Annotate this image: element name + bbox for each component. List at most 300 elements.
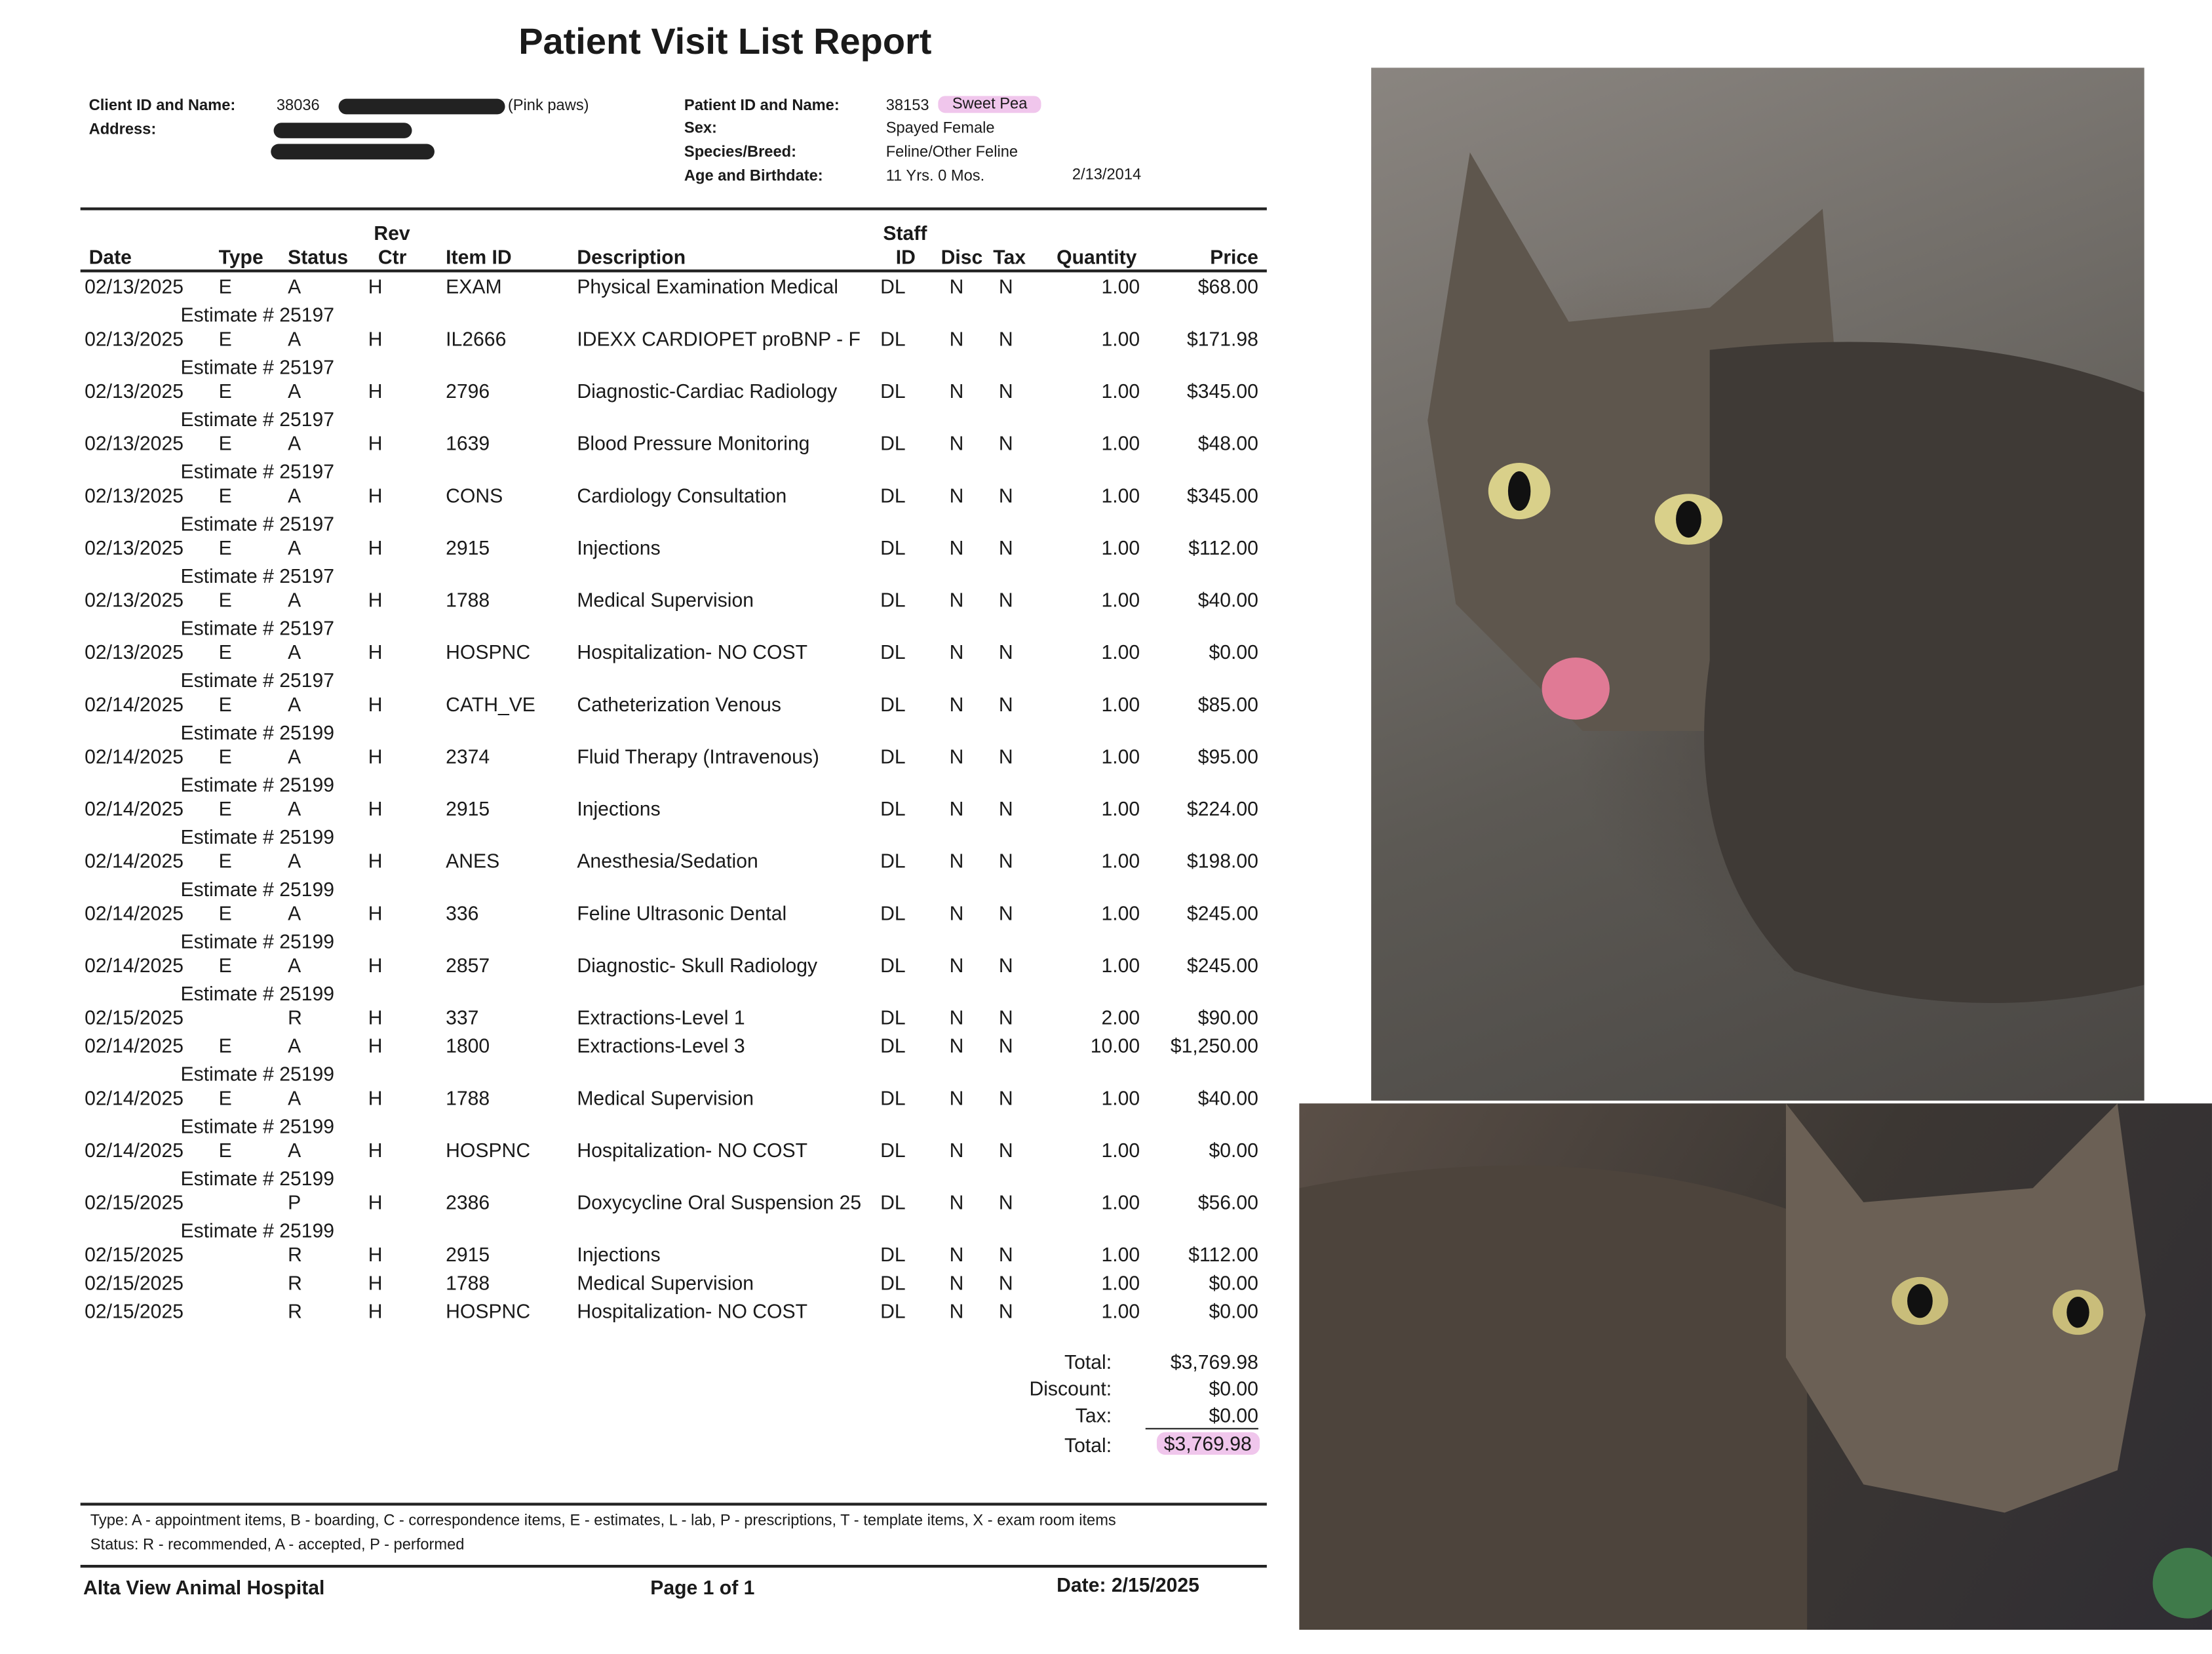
row-quantity: 2.00	[1101, 1006, 1140, 1029]
row-tax: N	[998, 745, 1013, 768]
row-date: 02/13/2025	[85, 275, 184, 298]
row-quantity: 1.00	[1101, 1086, 1140, 1109]
row-rev-ctr: H	[368, 536, 383, 559]
row-staff-id: DL	[880, 327, 906, 350]
row-item-id: HOSPNC	[446, 640, 531, 663]
row-disc: N	[949, 797, 964, 820]
col-date: Date	[88, 245, 132, 268]
row-status: R	[288, 1271, 302, 1294]
row-estimate-number: Estimate # 25199	[180, 773, 335, 796]
row-tax: N	[998, 379, 1013, 403]
row-rev-ctr: H	[368, 1006, 383, 1029]
row-status: A	[288, 275, 301, 298]
row-staff-id: DL	[880, 431, 906, 455]
row-tax: N	[998, 327, 1013, 350]
row-quantity: 1.00	[1101, 954, 1140, 977]
row-date: 02/13/2025	[85, 484, 184, 507]
row-staff-id: DL	[880, 954, 906, 977]
birthdate-value: 2/13/2014	[1072, 166, 1142, 184]
row-quantity: 10.00	[1090, 1034, 1140, 1057]
row-tax: N	[998, 484, 1013, 507]
row-date: 02/13/2025	[85, 640, 184, 663]
row-description: Anesthesia/Sedation	[577, 849, 758, 873]
row-estimate-number: Estimate # 25199	[180, 1062, 335, 1086]
row-staff-id: DL	[880, 1034, 906, 1057]
row-date: 02/15/2025	[85, 1299, 184, 1322]
row-estimate-number: Estimate # 25199	[180, 930, 335, 953]
row-date: 02/14/2025	[85, 1138, 184, 1162]
row-quantity: 1.00	[1101, 484, 1140, 507]
row-price: $68.00	[1197, 275, 1258, 298]
row-disc: N	[949, 745, 964, 768]
row-date: 02/14/2025	[85, 901, 184, 924]
row-price: $171.98	[1187, 327, 1258, 350]
row-staff-id: DL	[880, 1006, 906, 1029]
row-estimate-number: Estimate # 25197	[180, 408, 335, 431]
patient-name: Sweet Pea	[938, 96, 1041, 113]
row-disc: N	[949, 588, 964, 611]
discount-value: $0.00	[1209, 1377, 1258, 1400]
row-date: 02/15/2025	[85, 1243, 184, 1266]
row-staff-id: DL	[880, 692, 906, 716]
row-type: E	[218, 692, 232, 716]
row-description: Hospitalization- NO COST	[577, 1138, 808, 1162]
col-description: Description	[577, 245, 686, 268]
col-price: Price	[1210, 245, 1258, 268]
row-staff-id: DL	[880, 1191, 906, 1214]
row-description: Hospitalization- NO COST	[577, 640, 808, 663]
patient-id-label: Patient ID and Name:	[684, 97, 840, 115]
total-underline	[1146, 1428, 1258, 1429]
patient-id: 38153	[885, 97, 929, 115]
row-type: E	[218, 275, 232, 298]
row-disc: N	[949, 640, 964, 663]
row-estimate-number: Estimate # 25199	[180, 1219, 335, 1242]
row-disc: N	[949, 954, 964, 977]
client-nickname: (Pink paws)	[507, 97, 589, 115]
row-status: A	[288, 431, 301, 455]
row-type: E	[218, 431, 232, 455]
row-description: Diagnostic- Skull Radiology	[577, 954, 818, 977]
row-status: A	[288, 536, 301, 559]
row-status: A	[288, 1138, 301, 1162]
row-tax: N	[998, 1086, 1013, 1109]
row-date: 02/15/2025	[85, 1006, 184, 1029]
row-status: A	[288, 745, 301, 768]
row-disc: N	[949, 327, 964, 350]
row-rev-ctr: H	[368, 640, 383, 663]
row-disc: N	[949, 1086, 964, 1109]
row-status: A	[288, 954, 301, 977]
row-tax: N	[998, 954, 1013, 977]
row-tax: N	[998, 431, 1013, 455]
row-staff-id: DL	[880, 1299, 906, 1322]
row-rev-ctr: H	[368, 275, 383, 298]
row-tax: N	[998, 849, 1013, 873]
row-price: $112.00	[1188, 1243, 1258, 1266]
row-rev-ctr: H	[368, 1034, 383, 1057]
row-tax: N	[998, 275, 1013, 298]
divider	[81, 207, 1267, 210]
row-price: $48.00	[1197, 431, 1258, 455]
client-id-label: Client ID and Name:	[88, 97, 236, 115]
row-price: $245.00	[1187, 954, 1258, 977]
row-item-id: ANES	[446, 849, 500, 873]
row-date: 02/13/2025	[85, 536, 184, 559]
row-item-id: CONS	[446, 484, 503, 507]
row-type: E	[218, 588, 232, 611]
row-staff-id: DL	[880, 849, 906, 873]
row-description: Blood Pressure Monitoring	[577, 431, 810, 455]
row-status: A	[288, 588, 301, 611]
row-item-id: 2796	[446, 379, 490, 403]
row-type: E	[218, 1034, 232, 1057]
row-date: 02/14/2025	[85, 1086, 184, 1109]
row-item-id: 2915	[446, 536, 490, 559]
row-disc: N	[949, 379, 964, 403]
row-description: Medical Supervision	[577, 1086, 754, 1109]
row-status: A	[288, 797, 301, 820]
row-type: E	[218, 536, 232, 559]
row-price: $90.00	[1197, 1006, 1258, 1029]
row-rev-ctr: H	[368, 1191, 383, 1214]
row-quantity: 1.00	[1101, 431, 1140, 455]
row-status: A	[288, 901, 301, 924]
row-staff-id: DL	[880, 1271, 906, 1294]
row-item-id: 2915	[446, 797, 490, 820]
sex-label: Sex:	[684, 119, 717, 137]
row-item-id: IL2666	[446, 327, 507, 350]
row-estimate-number: Estimate # 25199	[180, 982, 335, 1005]
row-status: A	[288, 379, 301, 403]
row-disc: N	[949, 1299, 964, 1322]
row-price: $345.00	[1187, 484, 1258, 507]
row-rev-ctr: H	[368, 327, 383, 350]
row-rev-ctr: H	[368, 1086, 383, 1109]
row-price: $0.00	[1209, 1138, 1258, 1162]
row-date: 02/15/2025	[85, 1191, 184, 1214]
row-estimate-number: Estimate # 25199	[180, 720, 335, 744]
row-type: E	[218, 1138, 232, 1162]
row-disc: N	[949, 431, 964, 455]
row-rev-ctr: H	[368, 379, 383, 403]
row-quantity: 1.00	[1101, 1191, 1140, 1214]
row-price: $198.00	[1187, 849, 1258, 873]
row-item-id: 2374	[446, 745, 490, 768]
total-value: $3,769.98	[1170, 1350, 1258, 1373]
row-staff-id: DL	[880, 536, 906, 559]
row-date: 02/14/2025	[85, 745, 184, 768]
row-price: $245.00	[1187, 901, 1258, 924]
row-item-id: 1788	[446, 1271, 490, 1294]
row-type: E	[218, 901, 232, 924]
discount-label: Discount:	[1029, 1377, 1112, 1400]
age-label: Age and Birthdate:	[684, 168, 823, 185]
col-status: Status	[288, 245, 349, 268]
row-quantity: 1.00	[1101, 327, 1140, 350]
row-estimate-number: Estimate # 25199	[180, 825, 335, 848]
row-quantity: 1.00	[1101, 1243, 1140, 1266]
row-disc: N	[949, 275, 964, 298]
row-description: Hospitalization- NO COST	[577, 1299, 808, 1322]
row-staff-id: DL	[880, 484, 906, 507]
row-rev-ctr: H	[368, 797, 383, 820]
row-item-id: HOSPNC	[446, 1138, 531, 1162]
row-date: 02/13/2025	[85, 431, 184, 455]
row-quantity: 1.00	[1101, 588, 1140, 611]
row-disc: N	[949, 1006, 964, 1029]
row-quantity: 1.00	[1101, 692, 1140, 716]
row-rev-ctr: H	[368, 1271, 383, 1294]
hospital-name: Alta View Animal Hospital	[83, 1576, 325, 1599]
row-description: IDEXX CARDIOPET proBNP - F	[577, 327, 861, 350]
row-rev-ctr: H	[368, 745, 383, 768]
row-type: E	[218, 849, 232, 873]
row-date: 02/14/2025	[85, 692, 184, 716]
row-tax: N	[998, 1191, 1013, 1214]
row-item-id: CATH_VE	[446, 692, 535, 716]
col-quantity: Quantity	[1057, 245, 1137, 268]
row-tax: N	[998, 1138, 1013, 1162]
row-staff-id: DL	[880, 1086, 906, 1109]
client-id: 38036	[276, 97, 320, 115]
col-staff-bottom: ID	[895, 245, 916, 268]
row-status: A	[288, 1034, 301, 1057]
divider	[81, 1565, 1267, 1567]
row-tax: N	[998, 536, 1013, 559]
row-type: E	[218, 797, 232, 820]
row-disc: N	[949, 1034, 964, 1057]
row-description: Injections	[577, 536, 661, 559]
row-description: Physical Examination Medical	[577, 275, 838, 298]
row-item-id: 2915	[446, 1243, 490, 1266]
row-price: $0.00	[1209, 1271, 1258, 1294]
row-rev-ctr: H	[368, 692, 383, 716]
age-value: 11 Yrs. 0 Mos.	[885, 168, 985, 185]
tax-label: Tax:	[1075, 1404, 1112, 1427]
row-disc: N	[949, 536, 964, 559]
row-staff-id: DL	[880, 640, 906, 663]
row-staff-id: DL	[880, 797, 906, 820]
row-description: Extractions-Level 1	[577, 1006, 745, 1029]
row-quantity: 1.00	[1101, 849, 1140, 873]
report-date: Date: 2/15/2025	[1057, 1573, 1199, 1596]
tax-value: $0.00	[1209, 1404, 1258, 1427]
row-staff-id: DL	[880, 745, 906, 768]
row-estimate-number: Estimate # 25197	[180, 303, 335, 326]
row-estimate-number: Estimate # 25197	[180, 669, 335, 692]
row-status: P	[288, 1191, 301, 1214]
row-quantity: 1.00	[1101, 901, 1140, 924]
row-status: A	[288, 849, 301, 873]
row-estimate-number: Estimate # 25197	[180, 512, 335, 535]
page-number: Page 1 of 1	[650, 1576, 755, 1599]
row-quantity: 1.00	[1101, 379, 1140, 403]
row-status: A	[288, 327, 301, 350]
row-date: 02/13/2025	[85, 327, 184, 350]
row-status: R	[288, 1299, 302, 1322]
row-tax: N	[998, 692, 1013, 716]
row-tax: N	[998, 1243, 1013, 1266]
row-estimate-number: Estimate # 25197	[180, 616, 335, 640]
row-rev-ctr: H	[368, 1138, 383, 1162]
row-type: E	[218, 954, 232, 977]
row-staff-id: DL	[880, 588, 906, 611]
address-label: Address:	[88, 121, 157, 138]
row-type: E	[218, 1086, 232, 1109]
row-rev-ctr: H	[368, 1299, 383, 1322]
row-description: Catheterization Venous	[577, 692, 781, 716]
page-title: Patient Visit List Report	[518, 20, 932, 62]
row-estimate-number: Estimate # 25197	[180, 564, 335, 587]
row-quantity: 1.00	[1101, 1271, 1140, 1294]
row-price: $85.00	[1197, 692, 1258, 716]
divider	[81, 269, 1267, 272]
row-price: $95.00	[1197, 745, 1258, 768]
grand-total-value: $3,769.98	[1157, 1432, 1260, 1455]
row-staff-id: DL	[880, 1138, 906, 1162]
row-price: $0.00	[1209, 640, 1258, 663]
col-rev-bottom: Ctr	[378, 245, 407, 268]
row-quantity: 1.00	[1101, 275, 1140, 298]
row-estimate-number: Estimate # 25199	[180, 1114, 335, 1137]
col-staff-top: Staff	[883, 221, 927, 245]
row-type: E	[218, 484, 232, 507]
total-label: Total:	[1064, 1350, 1112, 1373]
row-description: Feline Ultrasonic Dental	[577, 901, 787, 924]
row-date: 02/14/2025	[85, 954, 184, 977]
row-tax: N	[998, 1299, 1013, 1322]
row-rev-ctr: H	[368, 1243, 383, 1266]
row-description: Diagnostic-Cardiac Radiology	[577, 379, 838, 403]
row-price: $224.00	[1187, 797, 1258, 820]
sex-value: Spayed Female	[885, 119, 995, 137]
row-quantity: 1.00	[1101, 797, 1140, 820]
row-staff-id: DL	[880, 379, 906, 403]
row-tax: N	[998, 1006, 1013, 1029]
row-price: $56.00	[1197, 1191, 1258, 1214]
col-rev-top: Rev	[374, 221, 410, 245]
cat-photo-lying	[1299, 1103, 2212, 1630]
row-status: A	[288, 640, 301, 663]
row-item-id: 2386	[446, 1191, 490, 1214]
row-disc: N	[949, 849, 964, 873]
redacted-address-line-1	[274, 123, 412, 138]
col-disc: Disc	[941, 245, 983, 268]
row-description: Cardiology Consultation	[577, 484, 787, 507]
row-rev-ctr: H	[368, 901, 383, 924]
row-description: Injections	[577, 797, 661, 820]
row-date: 02/14/2025	[85, 797, 184, 820]
row-type: E	[218, 327, 232, 350]
row-description: Doxycycline Oral Suspension 25	[577, 1191, 862, 1214]
row-disc: N	[949, 901, 964, 924]
row-disc: N	[949, 1191, 964, 1214]
row-item-id: 1788	[446, 588, 490, 611]
row-estimate-number: Estimate # 25199	[180, 877, 335, 901]
row-estimate-number: Estimate # 25197	[180, 460, 335, 483]
row-date: 02/15/2025	[85, 1271, 184, 1294]
row-rev-ctr: H	[368, 431, 383, 455]
row-tax: N	[998, 901, 1013, 924]
row-quantity: 1.00	[1101, 640, 1140, 663]
status-legend: Status: R - recommended, A - accepted, P - performed	[90, 1536, 465, 1554]
row-staff-id: DL	[880, 1243, 906, 1266]
row-quantity: 1.00	[1101, 745, 1140, 768]
row-rev-ctr: H	[368, 484, 383, 507]
row-item-id: 1788	[446, 1086, 490, 1109]
row-price: $0.00	[1209, 1299, 1258, 1322]
row-price: $1,250.00	[1170, 1034, 1258, 1057]
row-tax: N	[998, 640, 1013, 663]
row-rev-ctr: H	[368, 954, 383, 977]
row-estimate-number: Estimate # 25199	[180, 1167, 335, 1190]
row-tax: N	[998, 588, 1013, 611]
row-disc: N	[949, 1138, 964, 1162]
row-disc: N	[949, 1243, 964, 1266]
row-date: 02/13/2025	[85, 379, 184, 403]
row-description: Extractions-Level 3	[577, 1034, 745, 1057]
row-date: 02/14/2025	[85, 849, 184, 873]
col-item-id: Item ID	[446, 245, 512, 268]
cat-illustration	[1371, 68, 2144, 1101]
row-price: $40.00	[1197, 588, 1258, 611]
row-item-id: 2857	[446, 954, 490, 977]
row-date: 02/14/2025	[85, 1034, 184, 1057]
row-quantity: 1.00	[1101, 1138, 1140, 1162]
row-rev-ctr: H	[368, 588, 383, 611]
row-disc: N	[949, 484, 964, 507]
row-staff-id: DL	[880, 901, 906, 924]
col-type: Type	[218, 245, 263, 268]
row-disc: N	[949, 1271, 964, 1294]
row-description: Injections	[577, 1243, 661, 1266]
species-label: Species/Breed:	[684, 144, 796, 161]
row-status: R	[288, 1006, 302, 1029]
species-value: Feline/Other Feline	[885, 144, 1019, 161]
row-item-id: 337	[446, 1006, 479, 1029]
row-staff-id: DL	[880, 275, 906, 298]
row-quantity: 1.00	[1101, 536, 1140, 559]
row-item-id: 1800	[446, 1034, 490, 1057]
cat-photo-standing	[1371, 68, 2144, 1101]
grand-total-label: Total:	[1064, 1433, 1112, 1457]
redacted-client-name	[339, 99, 505, 115]
row-estimate-number: Estimate # 25197	[180, 355, 335, 378]
row-price: $345.00	[1187, 379, 1258, 403]
row-item-id: HOSPNC	[446, 1299, 531, 1322]
row-description: Medical Supervision	[577, 1271, 754, 1294]
row-price: $40.00	[1197, 1086, 1258, 1109]
row-item-id: EXAM	[446, 275, 502, 298]
redacted-address-line-2	[271, 144, 435, 160]
row-description: Fluid Therapy (Intravenous)	[577, 745, 819, 768]
row-status: A	[288, 484, 301, 507]
row-disc: N	[949, 692, 964, 716]
row-tax: N	[998, 1271, 1013, 1294]
row-description: Medical Supervision	[577, 588, 754, 611]
divider	[81, 1503, 1267, 1505]
row-type: E	[218, 379, 232, 403]
row-status: A	[288, 692, 301, 716]
col-tax: Tax	[993, 245, 1026, 268]
row-tax: N	[998, 797, 1013, 820]
row-status: R	[288, 1243, 302, 1266]
row-type: E	[218, 640, 232, 663]
row-status: A	[288, 1086, 301, 1109]
row-price: $112.00	[1188, 536, 1258, 559]
row-item-id: 1639	[446, 431, 490, 455]
